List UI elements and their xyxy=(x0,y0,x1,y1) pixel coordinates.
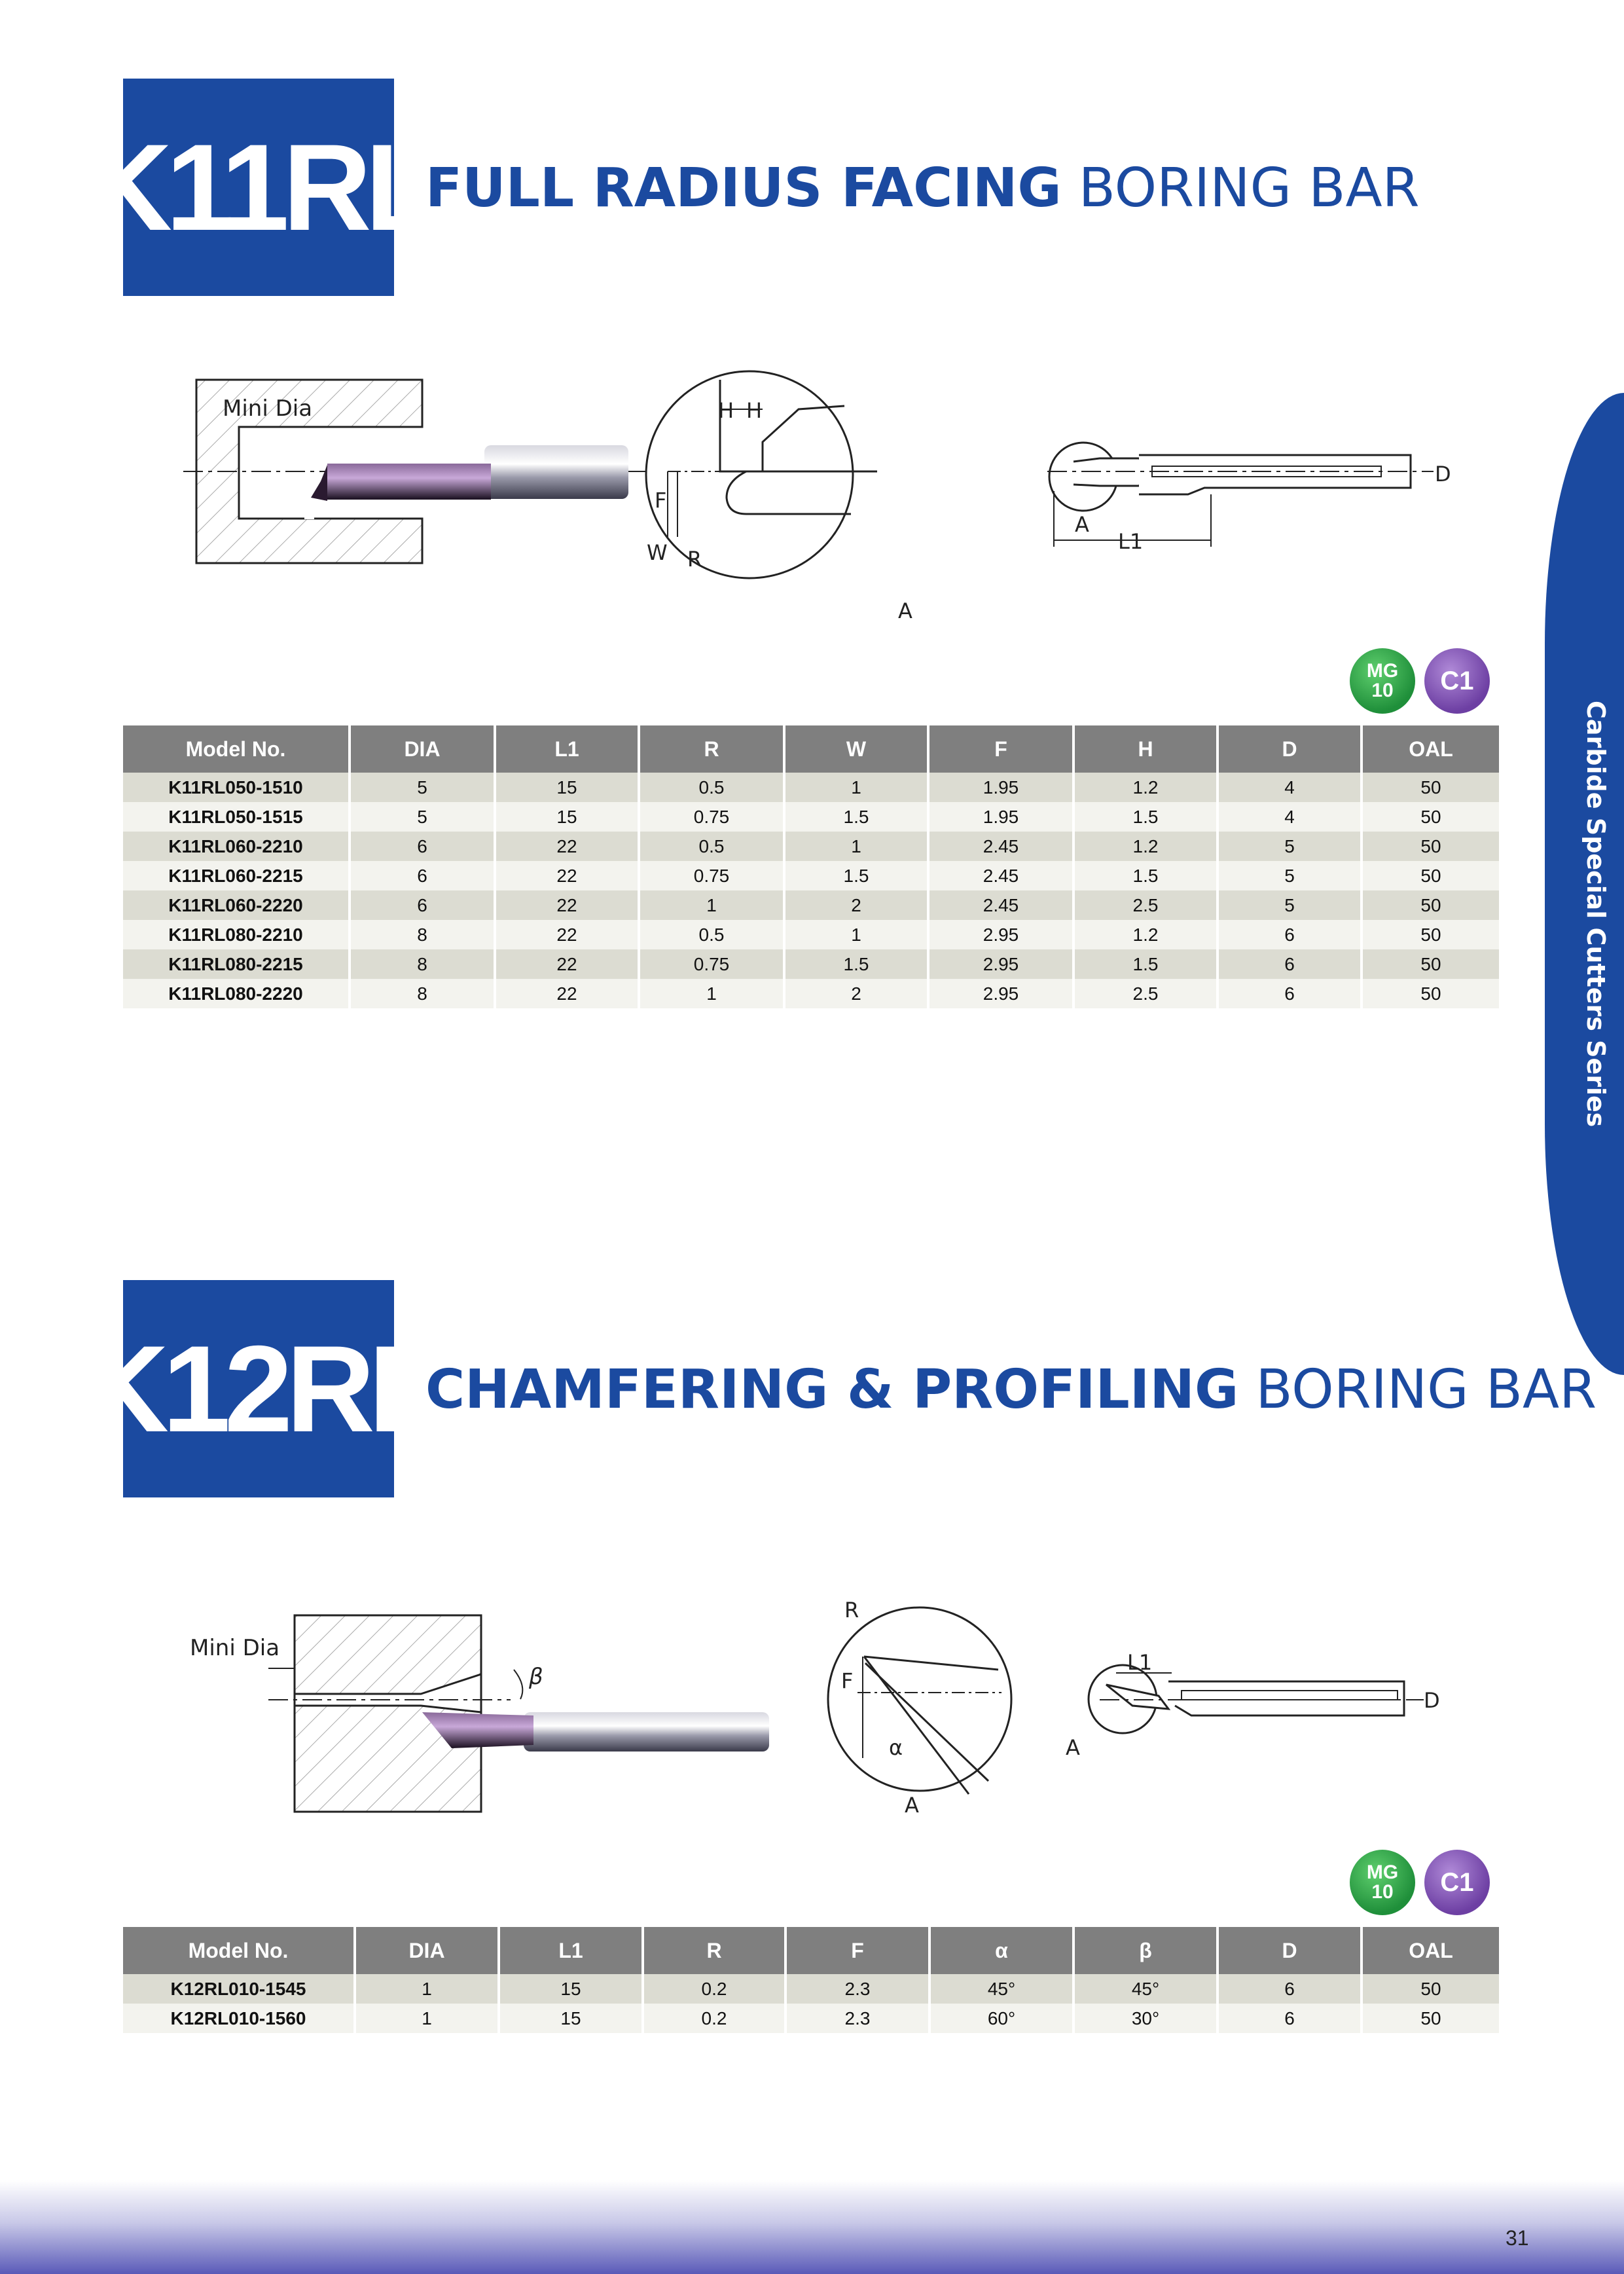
table-cell: 50 xyxy=(1362,832,1499,861)
table-cell: 50 xyxy=(1362,773,1499,802)
k12rl-spec-table xyxy=(123,1927,1499,2033)
table-cell: 6 xyxy=(1218,2004,1362,2033)
svg-text:H: H xyxy=(746,398,763,423)
table-cell: 1 xyxy=(355,2004,499,2033)
table-cell: 50 xyxy=(1362,1974,1499,2004)
c1-coating-badge: C1 xyxy=(1424,1850,1490,1915)
col-header: Model No. xyxy=(123,725,350,773)
footer-band xyxy=(0,2180,1624,2274)
side-a-label: A xyxy=(1066,1735,1080,1760)
col-header: H xyxy=(1074,725,1218,773)
col-header: W xyxy=(784,725,928,773)
table-cell: 1.2 xyxy=(1074,832,1218,861)
col-header: β xyxy=(1074,1927,1218,1974)
table-row xyxy=(123,861,1499,890)
table-cell: 45° xyxy=(929,1974,1074,2004)
table-cell: 8 xyxy=(350,949,495,979)
col-header: R xyxy=(639,725,784,773)
side-tab-label: Carbide Special Cutters Series xyxy=(1581,701,1610,1128)
table-cell: 6 xyxy=(1218,949,1362,979)
table-cell: 2.3 xyxy=(785,1974,929,2004)
table-cell: 0.2 xyxy=(643,2004,785,2033)
table-cell: 5 xyxy=(350,773,495,802)
table-cell: 1.2 xyxy=(1074,920,1218,949)
table-cell: 1 xyxy=(355,1974,499,2004)
table-cell: 22 xyxy=(495,890,639,920)
table-cell: 2.45 xyxy=(928,861,1074,890)
col-header: L1 xyxy=(499,1927,643,1974)
table-cell: 2.5 xyxy=(1074,890,1218,920)
title-rest: BORING BAR xyxy=(1238,1359,1597,1421)
mg10-grade-badge: MG 10 xyxy=(1350,1850,1415,1915)
tool-bar xyxy=(422,1712,769,1751)
section-title-k12rl xyxy=(425,1359,1597,1421)
l1-label: L1 xyxy=(1118,529,1144,554)
detail-a-label: A xyxy=(898,598,912,623)
table-cell: 1 xyxy=(639,979,784,1008)
table-cell: 22 xyxy=(495,832,639,861)
col-header: DIA xyxy=(355,1927,499,1974)
table-row xyxy=(123,920,1499,949)
table-row xyxy=(123,802,1499,832)
table-cell: 6 xyxy=(1218,1974,1362,2004)
table-cell: 30° xyxy=(1074,2004,1218,2033)
col-header: D xyxy=(1218,1927,1362,1974)
col-header: D xyxy=(1218,725,1362,773)
product-code-k11rl: K11RL xyxy=(123,79,394,296)
table-cell: 15 xyxy=(495,773,639,802)
table-row xyxy=(123,979,1499,1008)
table-row xyxy=(123,890,1499,920)
table-cell: 1.2 xyxy=(1074,773,1218,802)
table-cell: 1 xyxy=(784,832,928,861)
table-cell: 2.45 xyxy=(928,832,1074,861)
h-label: H xyxy=(718,398,734,423)
model-number-cell: K11RL060-2215 xyxy=(123,861,350,890)
model-number-cell: K11RL050-1515 xyxy=(123,802,350,832)
table-cell: 5 xyxy=(350,802,495,832)
table-cell: 6 xyxy=(350,890,495,920)
col-header: OAL xyxy=(1362,725,1499,773)
col-header: α xyxy=(929,1927,1074,1974)
table-cell: 2.45 xyxy=(928,890,1074,920)
table-cell: 1.5 xyxy=(1074,802,1218,832)
detail-a-label: A xyxy=(905,1793,919,1818)
table-cell: 50 xyxy=(1362,890,1499,920)
beta-label: β xyxy=(529,1664,543,1690)
table-cell: 0.75 xyxy=(639,949,784,979)
table-cell: 45° xyxy=(1074,1974,1218,2004)
table-cell: 1.5 xyxy=(784,949,928,979)
product-code-k12rl: K12RL xyxy=(123,1280,394,1497)
table-cell: 2.3 xyxy=(785,2004,929,2033)
table-row xyxy=(123,949,1499,979)
table-cell: 22 xyxy=(495,979,639,1008)
table-cell: 0.5 xyxy=(639,773,784,802)
table-header-row xyxy=(123,725,1499,773)
table-header-row xyxy=(123,1927,1499,1974)
table-cell: 6 xyxy=(1218,920,1362,949)
table-cell: 22 xyxy=(495,861,639,890)
w-label: W xyxy=(647,540,668,565)
side-view xyxy=(1047,443,1434,547)
table-row xyxy=(123,832,1499,861)
table-cell: 8 xyxy=(350,979,495,1008)
table-cell: 4 xyxy=(1218,773,1362,802)
col-header: F xyxy=(785,1927,929,1974)
col-header: L1 xyxy=(495,725,639,773)
f-label: F xyxy=(841,1668,854,1693)
table-cell: 15 xyxy=(495,802,639,832)
table-cell: 2 xyxy=(784,890,928,920)
table-cell: 2.95 xyxy=(928,979,1074,1008)
title-rest: BORING BAR xyxy=(1061,157,1420,219)
f-label: F xyxy=(655,488,667,513)
table-cell: 22 xyxy=(495,920,639,949)
table-cell: 2.5 xyxy=(1074,979,1218,1008)
table-cell: 5 xyxy=(1218,890,1362,920)
title-bold: FULL RADIUS FACING xyxy=(425,157,1062,219)
l1-label: L1 xyxy=(1127,1650,1153,1675)
table-cell: 0.2 xyxy=(643,1974,785,2004)
table-cell: 0.5 xyxy=(639,832,784,861)
page-number: 31 xyxy=(1506,2226,1529,2250)
k11rl-spec-table xyxy=(123,725,1499,1008)
table-cell: 50 xyxy=(1362,979,1499,1008)
section-title-k11rl xyxy=(425,157,1420,219)
side-view xyxy=(1089,1665,1424,1733)
table-cell: 15 xyxy=(499,1974,643,2004)
model-number-cell: K11RL080-2220 xyxy=(123,979,350,1008)
col-header: OAL xyxy=(1362,1927,1499,1974)
table-cell: 1.95 xyxy=(928,773,1074,802)
table-row xyxy=(123,773,1499,802)
alpha-label: α xyxy=(889,1735,903,1760)
mg10-grade-badge: MG 10 xyxy=(1350,648,1415,714)
c1-coating-badge: C1 xyxy=(1424,648,1490,714)
tool-bar xyxy=(311,445,628,501)
table-cell: 1 xyxy=(639,890,784,920)
table-cell: 2.95 xyxy=(928,949,1074,979)
title-bold: CHAMFERING & PROFILING xyxy=(425,1359,1239,1421)
table-cell: 15 xyxy=(499,2004,643,2033)
col-header: Model No. xyxy=(123,1927,355,1974)
table-cell: 0.75 xyxy=(639,802,784,832)
model-number-cell: K11RL050-1510 xyxy=(123,773,350,802)
model-number-cell: K12RL010-1545 xyxy=(123,1974,355,2004)
table-cell: 50 xyxy=(1362,920,1499,949)
table-cell: 50 xyxy=(1362,2004,1499,2033)
table-cell: 6 xyxy=(1218,979,1362,1008)
table-cell: 1.95 xyxy=(928,802,1074,832)
k12rl-diagram xyxy=(170,1598,1466,1833)
model-number-cell: K11RL060-2210 xyxy=(123,832,350,861)
table-cell: 1.5 xyxy=(1074,861,1218,890)
table-cell: 2 xyxy=(784,979,928,1008)
mini-dia-label: Mini Dia xyxy=(223,395,313,422)
table-row xyxy=(123,1974,1499,2004)
k11rl-diagram xyxy=(170,367,1466,642)
r-label: R xyxy=(844,1598,859,1623)
model-number-cell: K11RL080-2215 xyxy=(123,949,350,979)
table-cell: 60° xyxy=(929,2004,1074,2033)
table-cell: 50 xyxy=(1362,949,1499,979)
table-cell: 1 xyxy=(784,920,928,949)
table-cell: 22 xyxy=(495,949,639,979)
mini-dia-label: Mini Dia xyxy=(190,1635,280,1661)
model-number-cell: K11RL080-2210 xyxy=(123,920,350,949)
d-label: D xyxy=(1435,462,1451,486)
table-cell: 6 xyxy=(350,832,495,861)
table-cell: 4 xyxy=(1218,802,1362,832)
col-header: R xyxy=(643,1927,785,1974)
col-header: F xyxy=(928,725,1074,773)
table-cell: 1 xyxy=(784,773,928,802)
table-cell: 5 xyxy=(1218,832,1362,861)
table-cell: 1.5 xyxy=(784,802,928,832)
col-header: DIA xyxy=(350,725,495,773)
d-label: D xyxy=(1424,1688,1440,1713)
table-cell: 6 xyxy=(350,861,495,890)
table-cell: 50 xyxy=(1362,861,1499,890)
model-number-cell: K11RL060-2220 xyxy=(123,890,350,920)
table-cell: 0.5 xyxy=(639,920,784,949)
table-cell: 1.5 xyxy=(784,861,928,890)
table-row xyxy=(123,2004,1499,2033)
table-cell: 50 xyxy=(1362,802,1499,832)
table-cell: 8 xyxy=(350,920,495,949)
r-label: R xyxy=(687,547,702,572)
table-cell: 2.95 xyxy=(928,920,1074,949)
table-cell: 5 xyxy=(1218,861,1362,890)
side-a-label: A xyxy=(1075,512,1089,537)
table-cell: 0.75 xyxy=(639,861,784,890)
detail-a-view xyxy=(828,1607,1011,1794)
table-cell: 1.5 xyxy=(1074,949,1218,979)
model-number-cell: K12RL010-1560 xyxy=(123,2004,355,2033)
